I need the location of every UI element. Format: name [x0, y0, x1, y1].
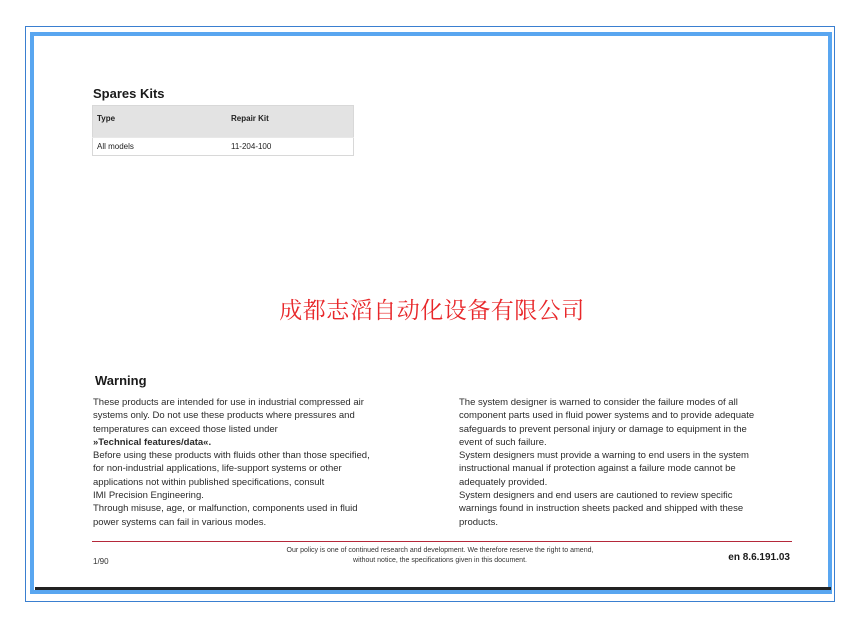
text-line: System designers must provide a warning to end users in the system — [459, 450, 749, 462]
document-reference: en 8.6.191.03 — [728, 552, 790, 563]
cell-repair-kit: 11-204-100 — [227, 138, 354, 156]
text-line: safeguards to prevent personal injury or damage to equipment in the — [459, 423, 747, 435]
text-line: systems only. Do not use these products where pressures and — [93, 410, 355, 422]
text-line: Through misuse, age, or malfunction, components used in fluid — [93, 503, 358, 515]
policy-line: without notice, the specifications given in this document. — [353, 557, 527, 564]
footer-divider — [92, 541, 792, 542]
technical-features-reference: »Technical features/data«. — [93, 436, 212, 448]
column-header-type: Type — [93, 106, 228, 138]
page-number: 1/90 — [93, 557, 109, 566]
company-watermark: 成都志滔自动化设备有限公司 — [279, 298, 585, 324]
text-line: power systems can fail in various modes. — [93, 516, 267, 528]
table-header-row — [93, 106, 354, 138]
text-line: warnings found in instruction sheets packed and shipped with these — [459, 503, 744, 515]
spares-kits-heading: Spares Kits — [93, 86, 165, 101]
text-line: products. — [459, 516, 499, 528]
text-line: Before using these products with fluids other than those specified, — [93, 450, 370, 462]
text-line: instructional manual if protection against a failure mode cannot be — [459, 463, 736, 475]
text-line: component parts used in fluid power systems and to provide adequate — [459, 410, 755, 422]
table-row — [93, 138, 354, 156]
warning-right-column — [459, 396, 799, 529]
text-line: temperatures can exceed those listed under — [93, 423, 278, 435]
text-line: adequately provided. — [459, 476, 548, 488]
text-line: These products are intended for use in industrial compressed air — [93, 397, 364, 408]
text-line: The system designer is warned to consider the failure modes of all — [459, 397, 738, 408]
warning-left-column — [93, 396, 423, 529]
column-header-repair-kit: Repair Kit — [227, 106, 354, 138]
spares-kits-table — [92, 105, 354, 156]
text-line: applications not within published specifications, consult — [93, 476, 325, 488]
text-line: for non-industrial applications, life-support systems or other — [93, 463, 342, 475]
text-line: event of such failure. — [459, 436, 547, 448]
warning-heading: Warning — [95, 373, 147, 388]
page-shadow — [35, 587, 831, 590]
text-line: System designers and end users are cautioned to review specific — [459, 490, 733, 502]
cell-type: All models — [93, 138, 228, 156]
text-line: IMI Precision Engineering. — [93, 490, 204, 502]
policy-notice — [240, 546, 640, 566]
policy-line: Our policy is one of continued research and development. We therefore reserve the right to amend, — [286, 547, 594, 554]
